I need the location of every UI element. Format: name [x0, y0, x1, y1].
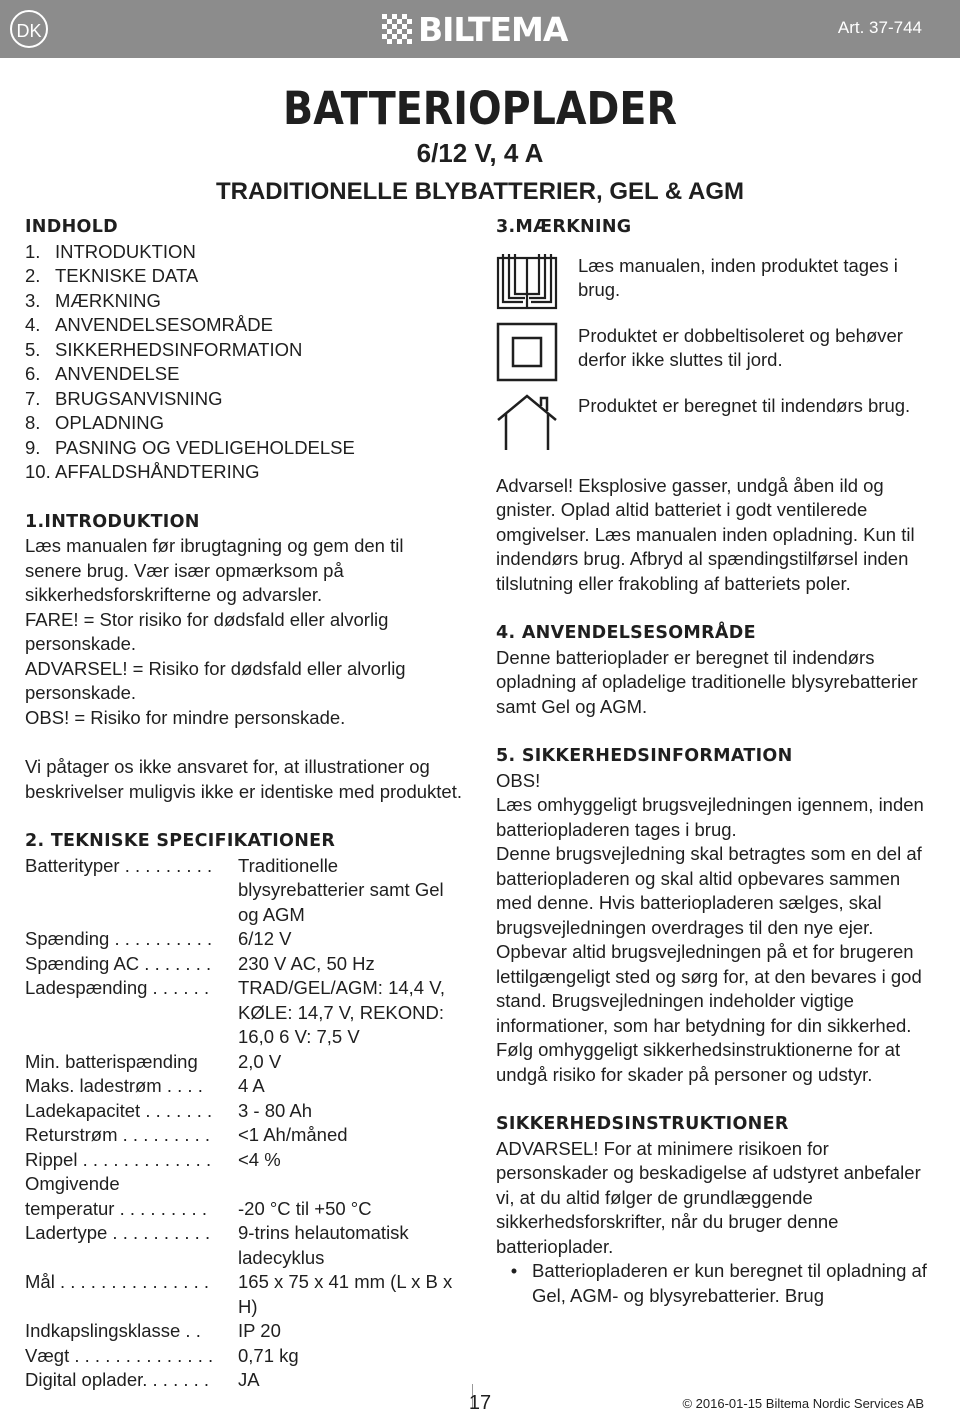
double-square-icon — [496, 322, 558, 382]
safety-heading: 5. SIKKERHEDSINFORMATION — [496, 746, 793, 766]
toc-item: 5. SIKKERHEDSINFORMATION — [25, 338, 303, 360]
brand-logo — [382, 10, 582, 49]
safety-paragraph-1: Læs omhyggeligt brugsvejledningen igennem, inden batteriopladeren tages i brug. — [496, 794, 924, 840]
intro-heading: 1.INTRODUKTION — [25, 511, 200, 532]
specs-table — [25, 854, 465, 1393]
spec-row: Ladekapacitet . . . . . . . 3 - 80 Ah — [25, 1099, 313, 1121]
spec-row: Min. batterispænding 2,0 V — [25, 1050, 282, 1072]
usage-text: Denne batterioplader er beregnet til indendørs opladning af opladelige traditionelle blysyrebatterier samt Gel og AGM. — [496, 646, 918, 717]
explosive-warning: Advarsel! Eksplosive gasser, undgå åben ild og gnister. Oplad altid batteriet i godt ventilerede omgivelser. Læs manualen inden opladning. Kun til indendørs brug. Afbryd al spændingstilførsel inden tilslutning eller frakobling af batteriets poler. — [496, 474, 915, 594]
safety-paragraph-2: Denne brugsvejledning skal betragtes som en del af batteriopladeren og skal altid opbevares sammen med denne. Hvis batteriopladeren sælges, skal brugsvejledningen overdrages til den nye ejer. Opbevar altid brugsvejledningen på et for brugeren lettilgængeligt sted og sørg for, at den bevares i god stand. Brugsvejledningen indeholder vigtige informationer, som har betydning for din sikkerhed. — [496, 843, 922, 1036]
spec-row: Mål . . . . . . . . . . . . . . . 165 x 75 x 41 mm (L x B x H) — [25, 1271, 453, 1317]
fare-definition: FARE! = Stor risiko for dødsfald eller alvorlig personskade. — [25, 608, 389, 654]
toc-item: 2. TEKNISKE DATA — [25, 265, 199, 286]
spec-row: temperatur . . . . . . . . . -20 °C til +50 °C — [25, 1197, 372, 1219]
symbol-text: Læs manualen, inden produktet tages i brug. — [578, 254, 898, 300]
spec-row: Indkapslingsklasse . . IP 20 — [25, 1320, 281, 1341]
brand-name: BILTEMA — [418, 10, 568, 49]
toc-item: 4. ANVENDELSESOMRÅDE — [25, 314, 273, 335]
symbol-row — [496, 322, 936, 392]
intro-paragraph: Læs manualen før ibrugtagning og gem den til senere brug. Vær især opmærksom på sikkerhedsforskrifterne og advarsler. — [25, 535, 404, 605]
toc-item: 9. PASNING OG VEDLIGEHOLDELSE — [25, 436, 355, 458]
toc-heading: INDHOLD — [25, 217, 118, 237]
spec-row: Vægt . . . . . . . . . . . . . . 0,71 kg — [25, 1344, 299, 1366]
symbol-text: Produktet er dobbeltisoleret og behøver derfor ikke sluttes til jord. — [578, 324, 903, 370]
page-number: 17 — [468, 1392, 492, 1414]
left-column — [25, 215, 465, 1393]
toc-item: 7. BRUGSANVISNING — [25, 387, 223, 409]
obs-definition: OBS! = Risiko for mindre personskade. — [25, 706, 346, 728]
symbol-row — [496, 252, 936, 322]
safety-paragraph-3: Følg omhyggeligt sikkerhedsinstruktionerne for at undgå risiko for skader på personer og udstyr. — [496, 1039, 901, 1085]
toc-item: 1. INTRODUKTION — [25, 240, 196, 262]
toc-list — [25, 240, 465, 485]
right-column — [496, 215, 936, 1308]
toc-item: 8. OPLADNING — [25, 412, 164, 433]
article-number: Art. 37-744 — [837, 18, 922, 37]
copyright: © 2016-01-15 Biltema Nordic Services AB — [682, 1396, 924, 1411]
page-title: BATTERIOPLADER — [283, 82, 677, 135]
instructions-paragraph: ADVARSEL! For at minimere risikoen for personskader og beskadigelse af udstyret anbefaler vi, at du altid følger de grundlæggende sikkerhedsforskrifter, når du bruger denne batterioplader. — [496, 1137, 921, 1257]
spec-row: Returstrøm . . . . . . . . . <1 Ah/måned — [25, 1124, 348, 1145]
usage-heading: 4. ANVENDELSESOMRÅDE — [496, 623, 756, 643]
symbol-row — [496, 392, 936, 462]
bullet-dot-icon: • — [510, 1260, 518, 1281]
spec-row: Maks. ladestrøm . . . . 4 A — [25, 1075, 265, 1096]
toc-item: 10. AFFALDSHÅNDTERING — [25, 461, 260, 482]
spec-row: Batterityper . . . . . . . . . Traditionelle blysyrebatterier samt Gel og AGM — [25, 854, 444, 925]
page-subtitle: 6/12 V, 4 A — [416, 138, 544, 168]
spec-row: Ladertype . . . . . . . . . . 9-trins helautomatisk ladecyklus — [25, 1222, 409, 1268]
language-badge: DK — [10, 10, 48, 48]
spec-row: Digital oplader. . . . . . . JA — [25, 1369, 260, 1390]
spec-row: Ladespænding . . . . . . TRAD/GEL/AGM: 14,4 V, KØLE: 14,7 V, REKOND: 16,0 6 V: 7,5 V — [25, 977, 446, 1047]
spec-row: Spænding . . . . . . . . . . 6/12 V — [25, 928, 292, 949]
symbol-text: Produktet er beregnet til indendørs brug. — [578, 394, 911, 416]
page-subtitle-2: TRADITIONELLE BLYBATTERIER, GEL & AGM — [215, 178, 744, 205]
book-icon — [496, 252, 558, 312]
toc-item: 6. ANVENDELSE — [25, 363, 180, 384]
spec-row: Rippel . . . . . . . . . . . . . <4 % — [25, 1148, 281, 1170]
specs-heading: 2. TEKNISKE SPECIFIKATIONER — [25, 831, 336, 851]
marking-heading: 3.MÆRKNING — [496, 217, 632, 237]
spec-row: Spænding AC . . . . . . . 230 V AC, 50 Hz — [25, 952, 375, 974]
toc-item: 3. MÆRKNING — [25, 289, 161, 311]
spec-row: Omgivende — [25, 1173, 120, 1194]
instructions-heading: SIKKERHEDSINSTRUKTIONER — [496, 1114, 789, 1134]
disclaimer: Vi påtager os ikke ansvaret for, at illustrationer og beskrivelser muligvis ikke er identiske med produktet. — [25, 756, 462, 802]
checkered-flag-icon — [382, 14, 412, 44]
bullet-item: • Batteriopladeren er kun beregnet til opladning af Gel, AGM- og blysyrebatterier. Brug — [496, 1259, 936, 1308]
advarsel-definition: ADVARSEL! = Risiko for dødsfald eller alvorlig personskade. — [25, 657, 406, 703]
safety-obs: OBS! — [496, 769, 541, 791]
house-icon — [496, 392, 558, 452]
